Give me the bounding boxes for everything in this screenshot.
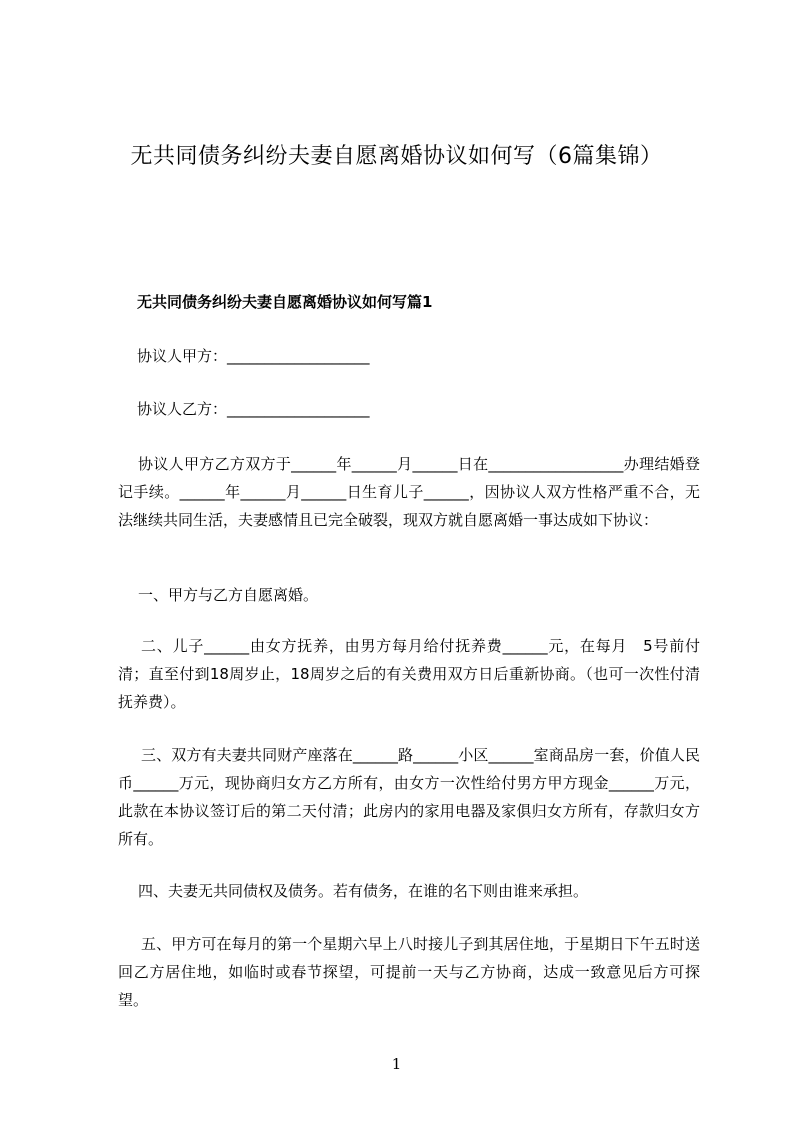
page-number: 1 bbox=[391, 1055, 402, 1073]
paragraph-intro: 协议人甲方乙方双方于______年______月______日在__________________办理结婚登记手续。______年______月______日生育儿子______，因协议人双方性格严重不合，无法继续共同生活，夫妻感情且已完全破裂，现双方就自愿离婚一事达成如下协议： bbox=[118, 455, 700, 529]
paragraph-clause-4: 四、夫妻无共同债权及债务。若有债务，在谁的名下则由谁来承担。 bbox=[138, 882, 589, 900]
section-heading: 无共同债务纠纷夫妻自愿离婚协议如何写篇1 bbox=[137, 293, 433, 311]
document-title: 无共同债务纠纷夫妻自愿离婚协议如何写（6篇集锦） bbox=[130, 144, 663, 169]
paragraph-clause-2: 二、儿子______由女方抚养，由男方每月给付抚养费______元，在每月 5号前付清；直至付到18周岁止，18周岁之后的有关费用双方日后重新协商。（也可一次性付清抚养费）。 bbox=[118, 637, 700, 711]
party-b-line: 协议人乙方：___________________ bbox=[137, 400, 370, 418]
paragraph-clause-3: 三、双方有夫妻共同财产座落在______路______小区______室商品房一套，价值人民币______万元，现协商归女方乙方所有，由女方一次性给付男方甲方现金______万元，此款在本协议签订后的第二天付清；此房内的家用电器及家俱归女方所有，存款归女方所有。 bbox=[118, 746, 700, 848]
paragraph-clause-5: 五、甲方可在每月的第一个星期六早上八时接儿子到其居住地，于星期日下午五时送回乙方居住地，如临时或春节探望，可提前一天与乙方协商，达成一致意见后方可探望。 bbox=[118, 935, 700, 1009]
party-a-line: 协议人甲方：___________________ bbox=[137, 347, 370, 365]
paragraph-clause-1: 一、甲方与乙方自愿离婚。 bbox=[138, 586, 319, 604]
